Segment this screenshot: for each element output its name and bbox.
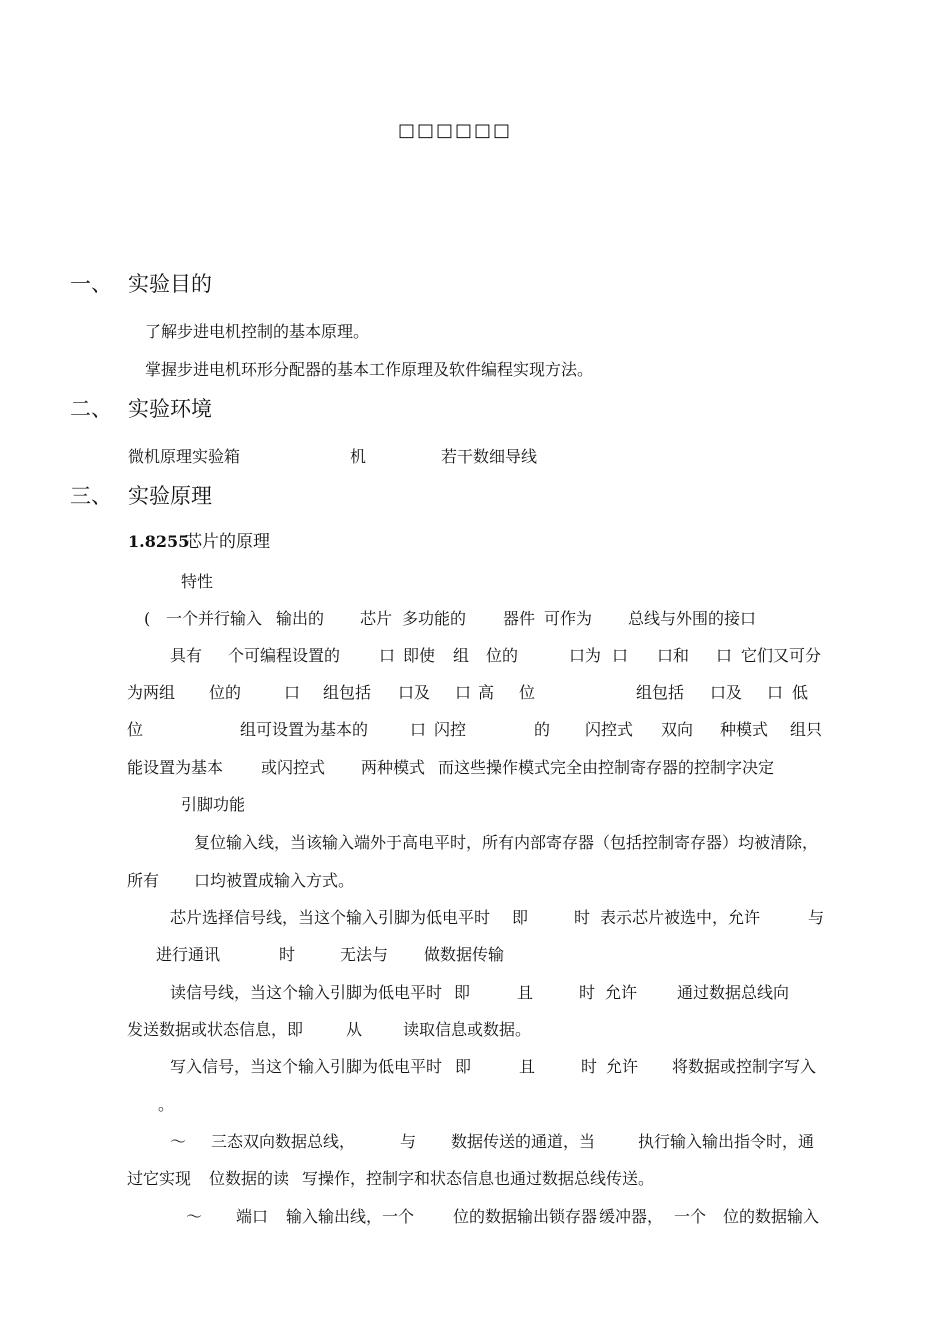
section-3-number: 三、	[70, 484, 112, 508]
purpose-line-1: 了解步进电机控制的基本原理。	[145, 322, 370, 341]
section-2-number: 二、	[70, 397, 112, 421]
feature-heading: 特性	[181, 572, 214, 591]
env-item-2: 机	[350, 447, 367, 466]
purpose-line-2: 掌握步进电机环形分配器的基本工作原理及软件编程实现方法。	[145, 360, 594, 379]
section-2-heading: 实验环境	[128, 397, 212, 421]
document-title: □□□□□□	[398, 120, 513, 141]
section-1-heading: 实验目的	[128, 272, 212, 296]
subsection-1-number: 1.8255	[128, 532, 190, 551]
env-item-1: 微机原理实验箱	[128, 447, 241, 466]
section-1-number: 一、	[70, 272, 112, 296]
pin-heading: 引脚功能	[181, 795, 246, 814]
section-3-heading: 实验原理	[128, 484, 212, 508]
env-item-3: 若干数细导线	[441, 447, 538, 466]
subsection-1-text: 芯片的原理	[185, 532, 270, 552]
